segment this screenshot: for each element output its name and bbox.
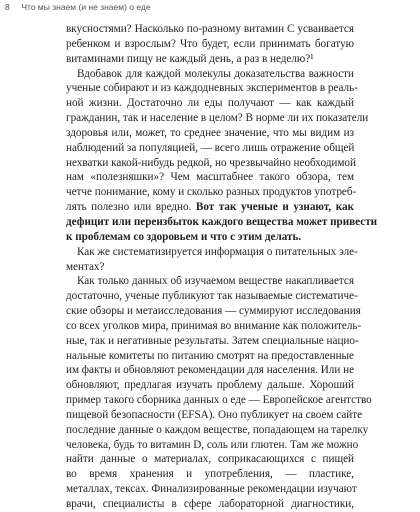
text-line	[66, 215, 378, 230]
text-line	[66, 22, 354, 37]
text-line	[66, 452, 354, 467]
text-segment: со всех уголков мира, принимая во внимание как положитель-	[66, 319, 362, 332]
text-line	[66, 170, 354, 185]
text-segment: во время хранения и употребления, — пластике,	[66, 468, 354, 481]
text-line	[66, 467, 354, 482]
page-number: 8	[5, 2, 10, 12]
text-segment: врачи, специалисты в сфере лабораторной диагностики,	[66, 498, 354, 510]
text-line	[66, 423, 369, 438]
text-line	[66, 497, 354, 512]
text-line	[66, 393, 372, 408]
text-segment: вкусностями? Насколько по-разному витамин С усваивается	[66, 23, 354, 35]
text-segment: ные, так и негативные результаты. Затем специальные нацио-	[66, 334, 359, 347]
text-line	[66, 81, 358, 96]
text-line	[66, 230, 354, 245]
emphasis-text: Вот так ученые и узнают, как	[195, 201, 354, 214]
text-segment: последние данные о каждом веществе, попадающем на тарелку	[66, 423, 369, 436]
text-segment: наблюдений за популяцией, — всего лишь отражение общей	[66, 141, 355, 154]
text-segment: ментах?	[66, 260, 105, 273]
text-line	[66, 141, 354, 156]
text-line	[66, 111, 369, 126]
text-segment: нам «полезняшки»? Чем масштабнее такого обзора, тем	[66, 171, 354, 184]
text-line	[66, 185, 357, 200]
text-segment: нехватки какой-нибудь редкой, но чрезвычайно необходимой	[66, 156, 356, 169]
text-line	[66, 289, 358, 304]
text-segment: человека, будь то витамин D, соль или глютен. Там же можно	[66, 438, 359, 451]
emphasis-text: к проблемам со здоровьем и что с этим делать.	[66, 230, 302, 243]
text-line	[66, 334, 359, 349]
running-head-title: Что мы знаем (и не знаем) о еде	[21, 2, 151, 12]
text-segment: Как только данных об изучаемом веществе накапливается	[77, 275, 354, 288]
emphasis-text: дефицит или переизбыток каждого вещества может привести	[66, 215, 378, 228]
text-line	[66, 126, 354, 141]
text-segment: ученые собирают и из каждодневных экспериментов в реаль-	[66, 82, 358, 95]
text-line	[66, 349, 354, 364]
text-segment: ной жизни. Достаточно ли еды получают — как каждый	[66, 97, 354, 110]
text-segment: гражданин, так и население в целом? В норме ли их показатели	[66, 112, 369, 125]
text-line	[66, 96, 354, 111]
text-line	[66, 363, 354, 378]
text-segment: металлах, тексах. Финализированные рекомендации изучают	[66, 483, 357, 496]
text-line	[66, 156, 354, 171]
text-line	[66, 260, 354, 275]
text-segment: Вдобавок для каждой молекулы доказательства важности	[77, 67, 354, 80]
text-segment: здоровья или, может, то среднее значение, что мы видим из	[66, 126, 354, 139]
text-line	[66, 482, 357, 497]
text-line	[66, 245, 358, 260]
text-segment: нальные комитеты по питанию смотрят на предоставленные	[66, 349, 354, 362]
text-line	[66, 408, 363, 423]
text-segment: четче понимание, кому и сколько разных продуктов употреб-	[66, 186, 357, 199]
text-segment: ские обзоры и метаисследования — суммируют исследования	[66, 305, 361, 318]
text-line	[66, 378, 354, 393]
text-segment: им факты и обновляют рекомендации для населения. Или не	[66, 364, 355, 377]
text-segment: найти данные о материалах, соприкасающихся с пищей	[66, 453, 354, 466]
text-segment: пример такого сборника данных о еде — Европейское агентство	[66, 394, 372, 407]
text-segment: обновляют, предлагая изучать проблему дальше. Хороший	[66, 379, 354, 392]
text-line	[66, 37, 354, 52]
body-text	[66, 22, 378, 512]
running-head	[5, 2, 151, 12]
text-segment: пищевой безопасности (EFSA). Оно публикует на своем сайте	[66, 408, 363, 421]
text-segment: достаточно, ученые публикуют так называемые систематиче-	[66, 290, 358, 303]
text-segment: витаминами пищу не каждый день, а раз в неделю?¹	[66, 52, 314, 65]
text-line	[66, 319, 362, 334]
text-segment: Как же систематизируется информация о питательных эле-	[77, 245, 358, 258]
text-segment: ребенком и взрослым? Что будет, если принимать богатую	[66, 37, 354, 50]
text-segment: лять полезно или вредно.	[66, 201, 196, 214]
text-line	[66, 52, 354, 67]
text-line	[66, 274, 354, 289]
text-line	[66, 304, 361, 319]
text-line	[66, 67, 354, 82]
text-line	[66, 438, 359, 453]
text-line	[66, 200, 354, 215]
